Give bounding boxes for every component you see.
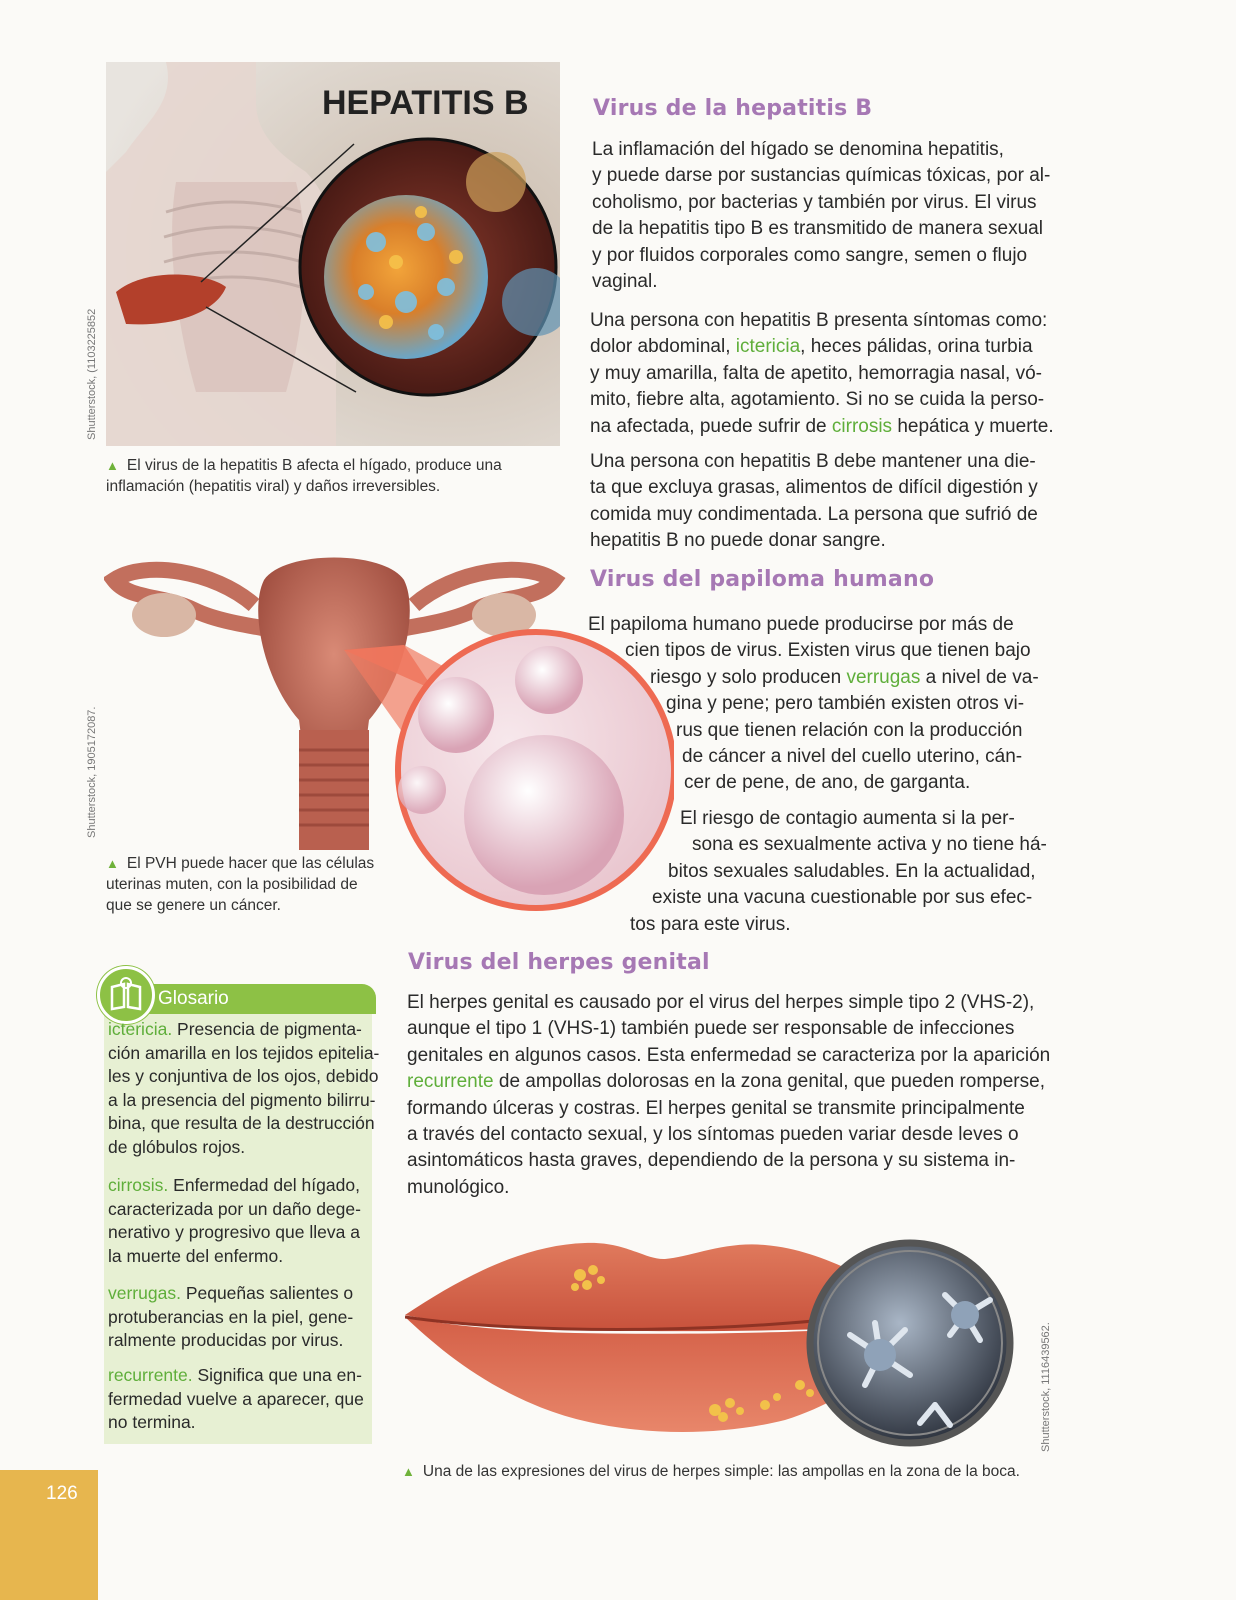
herpes-caption: ▲ Una de las expresiones del virus de herpes simple: las ampollas en la zona de la boca. (402, 1463, 1020, 1480)
term-verrugas: verrugas (846, 666, 921, 688)
term-cirrosis: cirrosis (831, 415, 893, 437)
pvh-caption: ▲ El PVH puede hacer que las células uterinas muten, con la posibilidad de que se genere un cáncer. (106, 855, 375, 914)
lips-figure (405, 1235, 1030, 1460)
hepatitis-paragraph-3: Una persona con hepatitis B debe mantener una die- ta que excluya grasas, alimentos de difícil digestión y comida muy condimentada. La persona que sufrió de hepatitis B no puede donar sangre. (590, 451, 1038, 552)
glossary-entry-verrugas: verrugas. Pequeñas salientes o protuberancias en la piel, gene- ralmente producidas por virus. (108, 1283, 354, 1350)
hep-caption: ▲ El virus de la hepatitis B afecta el hígado, produce una inflamación (hepatitis viral) y daños irreversibles. (106, 457, 502, 495)
page-number: 126 (46, 1483, 78, 1504)
term-ictericia: ictericia (735, 336, 801, 358)
hepatitis-figure (106, 62, 560, 446)
pvh-photo-credit: Shutterstock, 1905172087. (86, 706, 98, 838)
caption-triangle-icon: ▲ (106, 458, 119, 473)
glossary-title: Glosario (158, 988, 229, 1009)
hepatitis-paragraph-2: Una persona con hepatitis B presenta síntomas como: dolor abdominal, ictericia, heces pálidas, orina turbia y muy amarilla, falta de apetito, hemorragia nasal, vó- mito, fiebre alta, agotamiento. Si no se cuida la perso- na afectada, puede sufrir de cirrosis hepática y muerte. (590, 310, 1054, 437)
hepatitis-paragraph-1: La inflamación del hígado se denomina hepatitis, y puede darse por sustancias químicas tóxicas, por al- coholismo, por bacterias y también por virus. El virus de la hepatitis tipo B es transmitido de manera sexual y por fluidos corporales como sangre, semen o flujo vaginal. (592, 139, 1051, 293)
pvh-paragraph-1: El papiloma humano puede producirse por más de cien tipos de virus. Existen virus que tienen bajo riesgo y solo producen verrugas a nivel de va- gina y pene; pero también existen otros vi- rus que tienen relación con la producción de cáncer a nivel del cuello uterino, cán- cer de pene, de ano, de garganta. (588, 614, 1039, 794)
hepatitis-figure-title: HEPATITIS B (322, 84, 529, 122)
hep-photo-credit: Shutterstock, (1103225852 (86, 308, 98, 440)
pvh-heading: Virus del papiloma humano (590, 567, 935, 592)
glossary-entry-ictericia: ictericia. Presencia de pigmenta- ción amarilla en los tejidos epitelia- les y conjuntiva de los ojos, debido a la presencia del pigmento bilirru- bina, que resulta de la destrucción de glóbulos rojos. (108, 1019, 380, 1157)
hepatitis-heading: Virus de la hepatitis B (593, 96, 873, 121)
glossary-entry-cirrosis: cirrosis. Enfermedad del hígado, caracterizada por un daño dege- nerativo y progresivo que lleva a la muerte del enfermo. (108, 1175, 361, 1266)
herpes-heading: Virus del herpes genital (408, 950, 710, 975)
herpes-photo-credit: Shutterstock, 1116439562. (1040, 1322, 1052, 1452)
glossary-entry-recurrente: recurrente. Significa que una en- fermedad vuelve a aparecer, que no termina. (108, 1365, 364, 1432)
herpes-paragraph: El herpes genital es causado por el virus del herpes simple tipo 2 (VHS-2), aunque el tipo 1 (VHS-1) también puede ser responsable de infecciones genitales en algunos casos. Esta enfermedad se caracteriza por la aparición recurrente de ampollas dolorosas en la zona genital, que pueden romperse, formando úlceras y costras. El herpes genital se transmite principalmente a través del contacto sexual, y los síntomas pueden variar desde leves o asintomáticos hasta graves, dependiendo de la persona y su sistema in- munológico. (407, 992, 1051, 1198)
term-recurrente: recurrente (407, 1071, 494, 1093)
caption-triangle-icon: ▲ (402, 1464, 415, 1479)
caption-triangle-icon: ▲ (106, 856, 119, 871)
pvh-paragraph-2: El riesgo de contagio aumenta si la per- sona es sexualmente activa y no tiene há- bitos sexuales saludables. En la actualidad, existe una vacuna cuestionable por sus efec- tos para este virus. (630, 808, 1047, 935)
book-icon (97, 966, 155, 1024)
